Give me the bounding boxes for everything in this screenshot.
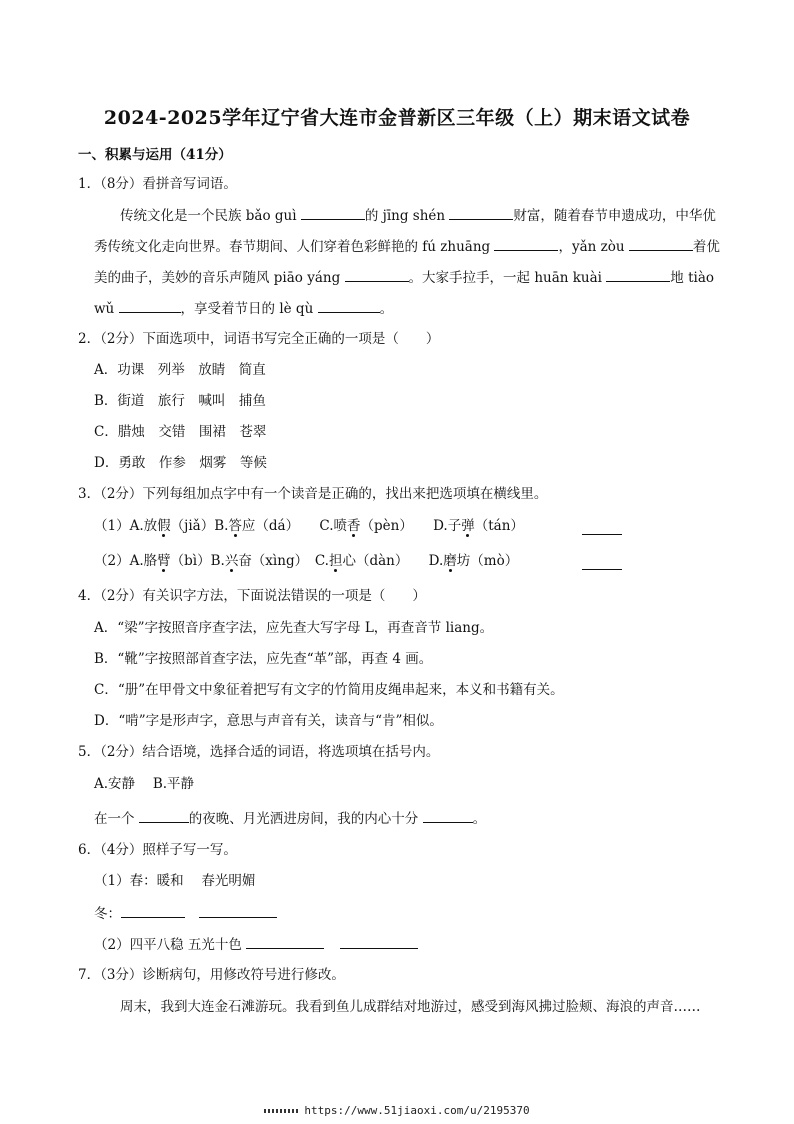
answer-blank[interactable] [606, 267, 670, 282]
answer-blank[interactable] [119, 298, 181, 313]
page-title: 2024-2025学年辽宁省大连市金普新区三年级（上）期末语文试卷 [103, 107, 691, 129]
answer-blank[interactable] [494, 236, 558, 251]
answer-blank[interactable] [423, 808, 473, 823]
q1-line-4 [94, 298, 393, 319]
q1-heading: 1．（8分）看拼音写词语。 [78, 176, 237, 192]
page-footer [0, 1104, 794, 1117]
q3-text: （jiǎ）B. [170, 518, 229, 534]
q2-option-d[interactable]: D．勇敢 作参 烟雾 等候 [94, 455, 267, 471]
dotted-char: 担 [328, 553, 343, 569]
q2-option-b[interactable]: B．街道 旅行 喊叫 捕鱼 [94, 393, 266, 409]
q4-option-b[interactable]: B．“靴”字按照部首查字法，应先查“革”部，再查 4 画。 [94, 651, 433, 667]
q1-text: ，yǎn zòu [558, 239, 629, 255]
q6-text: （2）四平八稳 五光十色 [94, 937, 247, 953]
q1-text: 地 tiào [670, 270, 714, 286]
q5-text: 在一个 [94, 811, 139, 827]
answer-blank[interactable] [449, 205, 513, 220]
q4-option-a[interactable]: A．“梁”字按照音序查字法，应先查大写字母 L，再查音节 liang。 [94, 620, 494, 636]
answer-blank[interactable] [246, 934, 324, 949]
dotted-char: 弹 [461, 518, 475, 534]
q1-text: 美的曲子，美妙的音乐声随风 piāo yáng [94, 270, 345, 286]
answer-blank[interactable] [340, 934, 418, 949]
q7-heading: 7．（3分）诊断病句，用修改符号进行修改。 [78, 967, 345, 983]
q1-line-2 [94, 236, 720, 257]
answer-blank[interactable] [199, 903, 277, 918]
q6-heading: 6．（4分）照样子写一写。 [78, 842, 237, 858]
q1-text: 传统文化是一个民族 bǎo guì [120, 208, 301, 224]
q5-text: 的夜晚、月光洒进房间，我的内心十分 [188, 811, 423, 827]
q1-text: 的 jīng shén [364, 208, 450, 224]
q1-text: 。 [379, 301, 394, 317]
q1-text: 财富，随着春节申遗成功，中华优 [513, 208, 716, 224]
q3-row-2 [94, 551, 518, 571]
answer-blank[interactable] [345, 267, 409, 282]
q6-winter-line [94, 903, 277, 924]
footer-mark [264, 1109, 298, 1113]
footer-link[interactable]: https://www.51jiaoxi.com/u/2195370 [304, 1104, 530, 1117]
section-heading: 一、积累与运用（41分） [78, 147, 232, 163]
dotted-char: 臂 [157, 553, 171, 569]
q3-text: 心（dàn） D. [342, 553, 444, 569]
q2-heading: 2．（2分）下面选项中，词语书写完全正确的一项是（ ） [78, 331, 440, 347]
q3-heading: 3．（2分）下列每组加点字中有一个读音是正确的，找出来把选项填在横线里。 [78, 486, 548, 502]
answer-blank[interactable] [121, 903, 185, 918]
q3-text: （bì）B. [170, 553, 225, 569]
q1-text: ，享受着节日的 lè qù [180, 301, 318, 317]
q1-line-1 [120, 205, 716, 226]
q3-text: （1）A.放 [94, 518, 158, 534]
q3-answer-blank-2[interactable] [582, 555, 622, 570]
q3-text: 坊（mò） [456, 553, 519, 569]
q3-text: （tán） [474, 518, 524, 534]
q5-options: A.安静 B.平静 [94, 776, 195, 792]
q1-text: 。大家手拉手，一起 huān kuài [408, 270, 607, 286]
q1-text: wǔ [94, 301, 119, 317]
q1-text: 着优 [692, 239, 720, 255]
q3-text: （pèn） D.子 [360, 518, 462, 534]
q4-option-c[interactable]: C．“册”在甲骨文中象征着把写有文字的竹简用皮绳串起来，本义和书籍有关。 [94, 682, 564, 698]
answer-blank[interactable] [139, 808, 189, 823]
answer-blank[interactable] [318, 298, 380, 313]
q4-option-d[interactable]: D．“啃”字是形声字，意思与声音有关，读音与“肯”相似。 [94, 713, 443, 729]
answer-blank[interactable] [301, 205, 365, 220]
dotted-char: 磨 [443, 553, 457, 569]
dotted-char: 香 [347, 518, 361, 534]
answer-blank[interactable] [629, 236, 693, 251]
q4-heading: 4．（2分）有关识字方法，下面说法错误的一项是（ ） [78, 588, 426, 604]
q3-text: （2）A.胳 [94, 553, 158, 569]
q5-sentence [94, 808, 486, 829]
dotted-char: 假 [157, 518, 171, 534]
q6-example-1: （1）春：暖和 春光明媚 [94, 873, 256, 889]
q5-heading: 5．（2分）结合语境，选择合适的词语，将选项填在括号内。 [78, 744, 440, 760]
q1-text: 秀传统文化走向世界。春节期间、人们穿着色彩鲜艳的 fú zhuāng [94, 239, 495, 255]
q3-row-1 [94, 516, 524, 536]
q5-text: 。 [472, 811, 487, 827]
q7-passage: 周末，我到大连金石滩游玩。我看到鱼儿成群结对地游过，感受到海风拂过脸颊、海浪的声音…… [120, 999, 701, 1015]
q1-line-3 [94, 267, 714, 288]
q2-option-a[interactable]: A．功课 列举 放睛 简直 [94, 362, 266, 378]
q6-text: 冬： [94, 906, 121, 922]
q6-example-2 [94, 934, 418, 955]
dotted-char: 答 [228, 518, 242, 534]
q3-text: 应（dá） C.喷 [241, 518, 347, 534]
q3-text: 奋（xìng） C. [238, 553, 329, 569]
q2-option-c[interactable]: C．腊烛 交错 围裙 苍翠 [94, 424, 267, 440]
q3-answer-blank-1[interactable] [582, 520, 622, 535]
dotted-char: 兴 [224, 553, 239, 569]
